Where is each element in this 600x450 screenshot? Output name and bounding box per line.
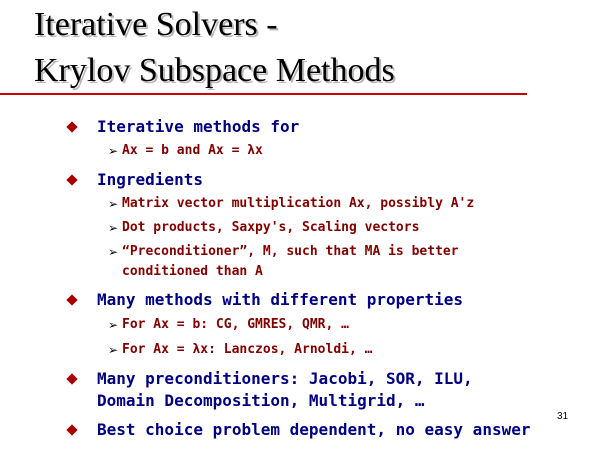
bullet-ingredients bbox=[68, 169, 203, 191]
sub-bullet-preconditioner bbox=[108, 242, 459, 282]
diamond-bullet-icon bbox=[66, 424, 77, 435]
sub-bullet-text: Dot products, Saxpy's, Scaling vectors bbox=[122, 220, 420, 235]
arrow-bullet-icon: ➢ bbox=[108, 221, 119, 235]
bullet-preconditioners bbox=[68, 368, 473, 412]
arrow-bullet-icon: ➢ bbox=[108, 343, 119, 357]
sub-bullet-dot-products bbox=[108, 218, 419, 238]
sub-bullet-text: Ax = b and Ax = λx bbox=[122, 143, 263, 158]
slide-title-line-2: Krylov Subspace Methods bbox=[34, 52, 395, 89]
bullet-text: Iterative methods for bbox=[97, 117, 300, 136]
arrow-bullet-icon: ➢ bbox=[108, 197, 119, 211]
arrow-bullet-icon: ➢ bbox=[108, 318, 119, 332]
bullet-text: Best choice problem dependent, no easy answer bbox=[97, 420, 531, 439]
arrow-bullet-icon: ➢ bbox=[108, 144, 119, 158]
bullet-iterative-methods bbox=[68, 116, 299, 138]
diamond-bullet-icon bbox=[66, 121, 77, 132]
bullet-text: Many preconditioners: Jacobi, SOR, ILU, Domain Decomposition, Multigrid, … bbox=[97, 369, 473, 410]
bullet-text: Ingredients bbox=[97, 170, 203, 189]
sub-bullet-text: For Ax = b: CG, GMRES, QMR, … bbox=[122, 317, 349, 332]
title-underline bbox=[0, 93, 527, 95]
diamond-bullet-icon bbox=[66, 294, 77, 305]
sub-bullet-text: For Ax = λx: Lanczos, Arnoldi, … bbox=[122, 342, 373, 357]
bullet-many-methods bbox=[68, 289, 463, 311]
diamond-bullet-icon bbox=[66, 373, 77, 384]
sub-bullet-linear-systems bbox=[108, 315, 349, 335]
sub-bullet-text: Matrix vector multiplication Ax, possibly A'z bbox=[122, 196, 475, 211]
slide-title bbox=[34, 2, 395, 94]
sub-bullet-eigenproblems bbox=[108, 340, 372, 360]
bullet-text: Many methods with different properties bbox=[97, 290, 464, 309]
page-number: 31 bbox=[557, 411, 569, 422]
sub-bullet-equations bbox=[108, 141, 263, 161]
slide-title-line-1: Iterative Solvers - bbox=[34, 6, 278, 43]
arrow-bullet-icon: ➢ bbox=[108, 245, 119, 259]
diamond-bullet-icon bbox=[66, 174, 77, 185]
sub-bullet-matvec bbox=[108, 194, 474, 214]
bullet-best-choice bbox=[68, 419, 530, 441]
sub-bullet-text: “Preconditioner”, M, such that MA is better conditioned than A bbox=[122, 244, 459, 279]
